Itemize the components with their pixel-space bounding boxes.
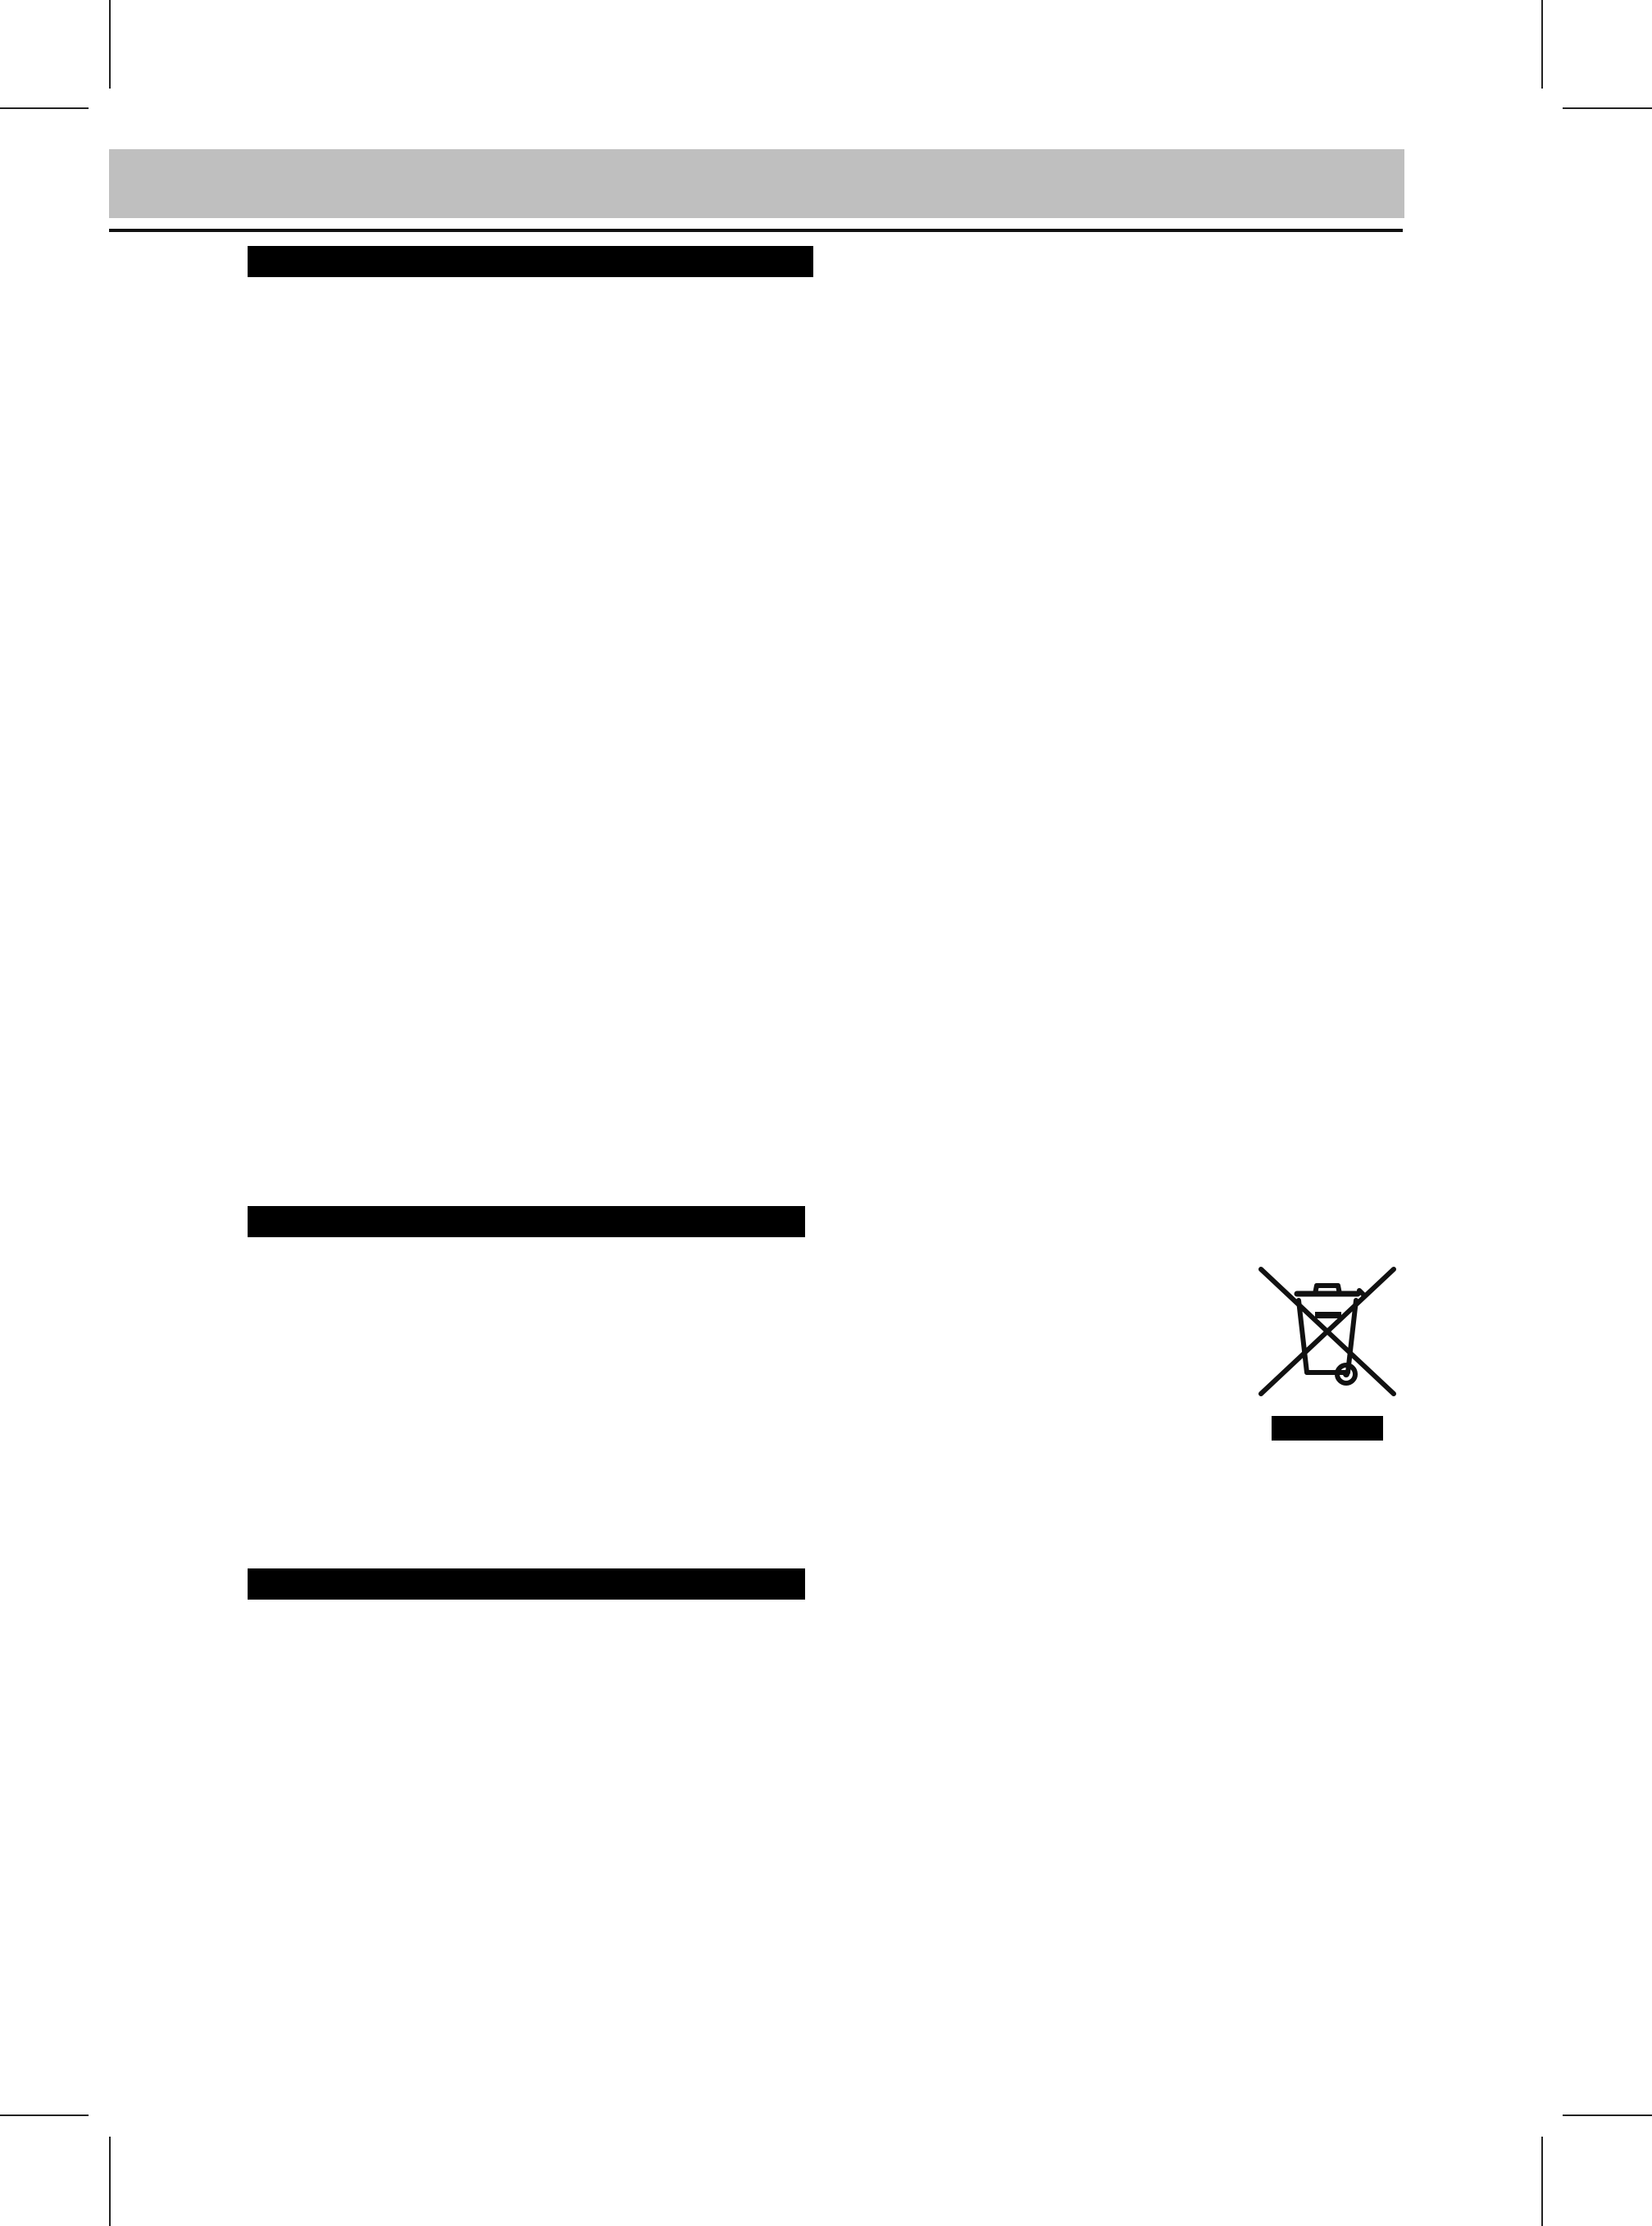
crop-mark bbox=[109, 2137, 111, 2226]
crop-mark bbox=[1541, 0, 1543, 89]
specs-section-title bbox=[248, 246, 813, 277]
crop-mark bbox=[1541, 2137, 1543, 2226]
crop-mark bbox=[0, 2114, 89, 2116]
header-rule bbox=[109, 229, 1403, 232]
header-bar bbox=[109, 149, 1404, 218]
crop-mark bbox=[1563, 2114, 1652, 2116]
date-section-title bbox=[248, 1568, 805, 1600]
disposal-section-title bbox=[248, 1206, 805, 1237]
crop-mark bbox=[1563, 107, 1652, 109]
crop-mark bbox=[0, 107, 89, 109]
crop-mark bbox=[109, 0, 111, 89]
separate-collection-bar bbox=[1272, 1416, 1383, 1441]
crossed-out-wheelie-bin-icon bbox=[1258, 1266, 1397, 1401]
